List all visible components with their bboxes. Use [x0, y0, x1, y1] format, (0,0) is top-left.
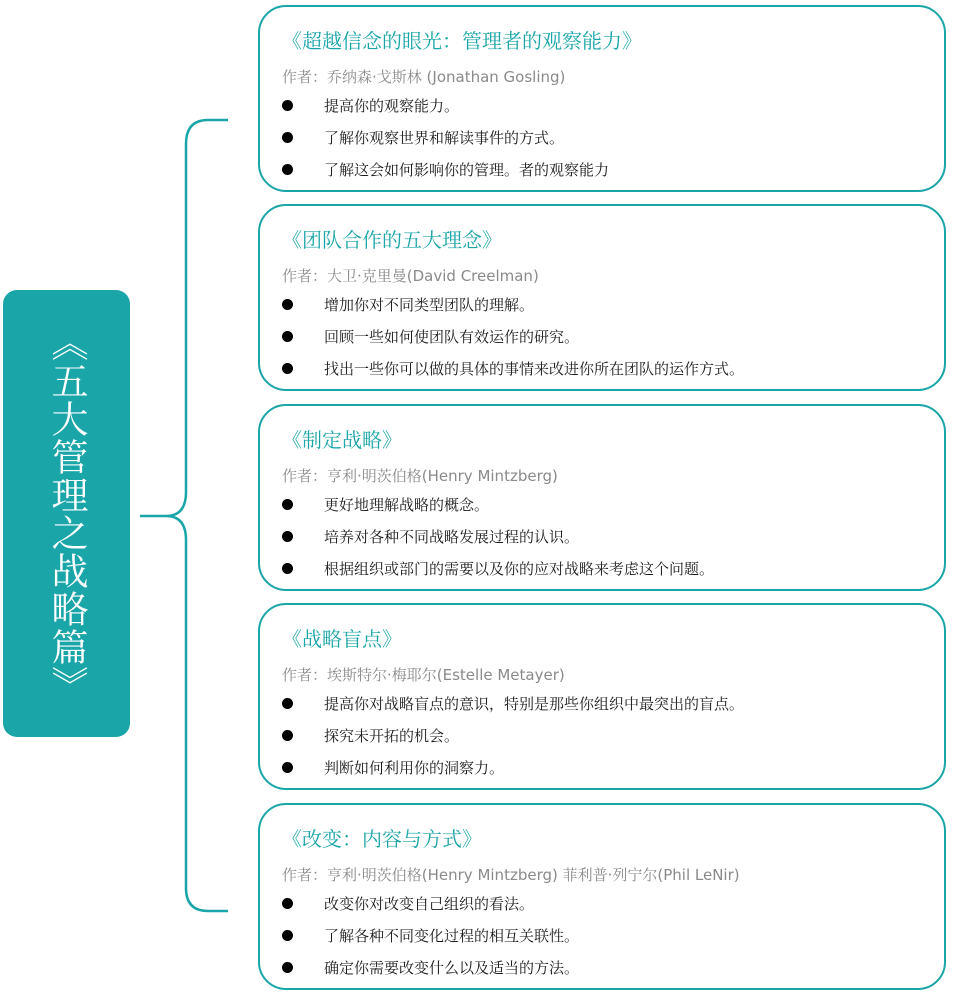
bullet-icon [282, 164, 293, 175]
book-card [258, 803, 946, 990]
book-author: 作者：亨利·明茨伯格(Henry Mintzberg) [282, 467, 558, 485]
book-author: 作者：大卫·克里曼(David Creelman) [282, 267, 539, 285]
book-title: 《超越信念的眼光：管理者的观察能力》 [282, 29, 642, 53]
bullet-icon [282, 363, 293, 374]
bullet-icon [282, 930, 293, 941]
bullet-icon [282, 499, 293, 510]
bullet-icon [282, 563, 293, 574]
key-point-text: 回顾一些如何使团队有效运作的研究。 [324, 328, 580, 346]
key-point-text: 了解这会如何影响你的管理。者的观察能力 [324, 161, 610, 179]
bullet-icon [282, 762, 293, 773]
bullet-icon [282, 698, 293, 709]
curly-brace-connector [140, 118, 230, 913]
book-title: 《改变：内容与方式》 [282, 827, 482, 851]
book-author: 作者：乔纳森·戈斯林 (Jonathan Gosling) [282, 68, 566, 86]
book-card [258, 204, 946, 391]
bullet-icon [282, 962, 293, 973]
key-point-text: 确定你需要改变什么以及适当的方法。 [324, 959, 580, 977]
book-title: 《制定战略》 [282, 428, 402, 452]
bullet-icon [282, 730, 293, 741]
key-point-text: 了解你观察世界和解读事件的方式。 [324, 129, 565, 147]
book-card [258, 5, 946, 192]
book-title: 《团队合作的五大理念》 [282, 228, 502, 252]
bullet-icon [282, 898, 293, 909]
book-title: 《战略盲点》 [282, 627, 402, 651]
key-point-text: 提高你对战略盲点的意识，特别是那些你组织中最突出的盲点。 [324, 695, 745, 713]
book-author: 作者：亨利·明茨伯格(Henry Mintzberg) 菲利普·列宁尔(Phil LeNir) [282, 866, 740, 884]
key-point-text: 探究未开拓的机会。 [324, 727, 460, 745]
book-card [258, 404, 946, 591]
bullet-icon [282, 100, 293, 111]
bullet-icon [282, 531, 293, 542]
bullet-icon [282, 331, 293, 342]
bullet-icon [282, 132, 293, 143]
key-point-text: 提高你的观察能力。 [324, 97, 460, 115]
key-point-text: 根据组织或部门的需要以及你的应对战略来考虑这个问题。 [324, 560, 715, 578]
key-point-text: 增加你对不同类型团队的理解。 [324, 296, 535, 314]
key-point-text: 培养对各种不同战略发展过程的认识。 [324, 528, 580, 546]
main-title-panel [3, 290, 130, 737]
main-title: 《五大管理之战略篇》 [45, 323, 88, 704]
bullet-icon [282, 299, 293, 310]
key-point-text: 更好地理解战略的概念。 [324, 496, 490, 514]
key-point-text: 改变你对改变自己组织的看法。 [324, 895, 535, 913]
book-author: 作者：埃斯特尔·梅耶尔(Estelle Metayer) [282, 666, 565, 684]
book-card [258, 603, 946, 790]
key-point-text: 找出一些你可以做的具体的事情来改进你所在团队的运作方式。 [324, 360, 745, 378]
key-point-text: 了解各种不同变化过程的相互关联性。 [324, 927, 580, 945]
key-point-text: 判断如何利用你的洞察力。 [324, 759, 505, 777]
